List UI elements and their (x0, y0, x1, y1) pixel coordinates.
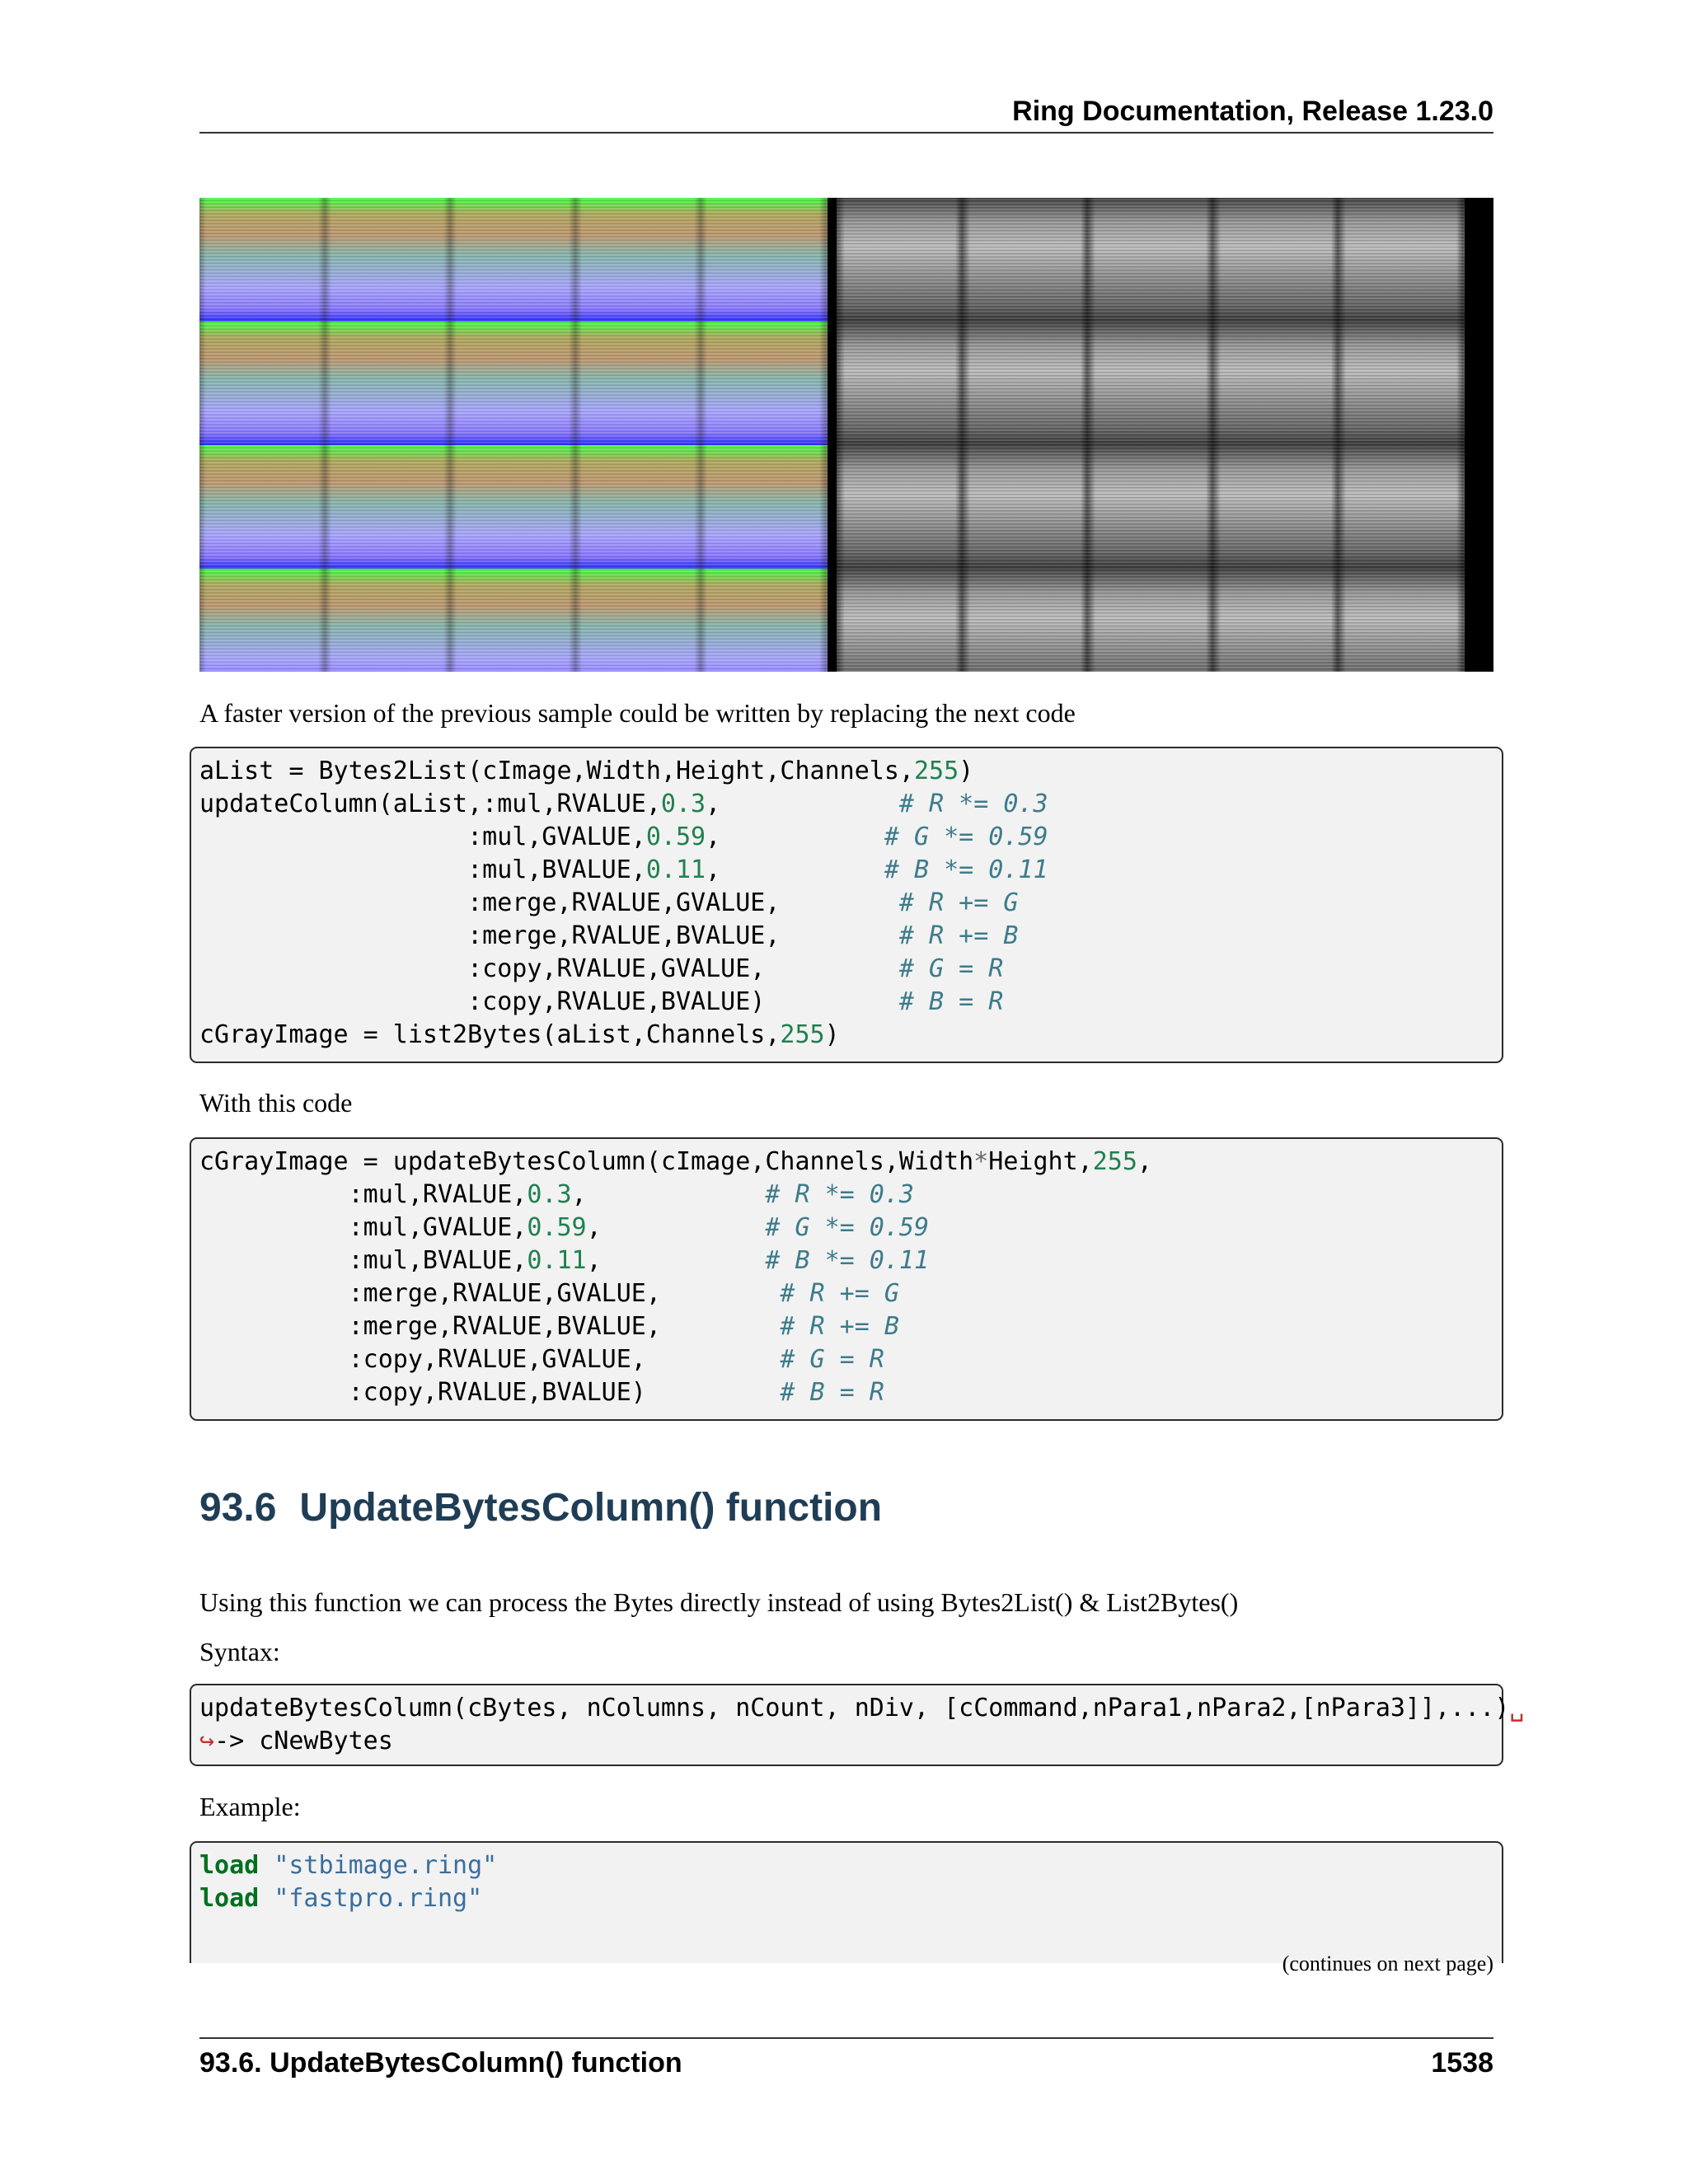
code-line: load "stbimage.ring" (199, 1851, 498, 1880)
image-border (1465, 198, 1493, 672)
code-line: :copy,RVALUE,BVALUE) # B = R (199, 987, 1004, 1016)
code-line: :merge,RVALUE,GVALUE, # R += G (199, 1279, 899, 1308)
code-line: :copy,RVALUE,BVALUE) # B = R (199, 1378, 884, 1407)
code-line: :mul,RVALUE,0.3, # R *= 0.3 (199, 1180, 914, 1209)
code-line: load "fastpro.ring" (199, 1884, 483, 1913)
code-line: aList = Bytes2List(cImage,Width,Height,Channels,255) (199, 757, 974, 785)
code-line: updateColumn(aList,:mul,RVALUE,0.3, # R *= 0.3 (199, 790, 1048, 818)
code-line: cGrayImage = list2Bytes(aList,Channels,255) (199, 1020, 840, 1049)
code-block-example (190, 1841, 1503, 1963)
code-block-bytes2list (190, 747, 1503, 1063)
page-number: 1538 (1431, 2047, 1493, 2079)
code-line: :mul,GVALUE,0.59, # G *= 0.59 (199, 1213, 930, 1242)
section-heading (199, 1483, 882, 1533)
code-block-updatebytescolumn (190, 1137, 1503, 1421)
code-line: :mul,BVALUE,0.11, # B *= 0.11 (199, 1246, 930, 1275)
page-header (199, 91, 1493, 134)
code-block-syntax (190, 1684, 1525, 1766)
grayscale-image-panel (837, 198, 1465, 672)
section-number: 93.6 (199, 1486, 277, 1530)
color-image-panel (199, 198, 828, 672)
paragraph-with-code: With this code (199, 1088, 353, 1118)
code-line: :copy,RVALUE,GVALUE, # G = R (199, 954, 1004, 983)
paragraph-syntax: Syntax: (199, 1637, 280, 1666)
code-line: :merge,RVALUE,BVALUE, # R += B (199, 1312, 899, 1341)
header-title: Ring Documentation, Release 1.23.0 (1012, 96, 1493, 127)
code-line: cGrayImage = updateBytesColumn(cImage,Channels,Width*Height,255, (199, 1147, 1152, 1176)
paragraph-example: Example: (199, 1792, 301, 1821)
code-line: :merge,RVALUE,GVALUE, # R += G (199, 888, 1019, 917)
code-line: :mul,GVALUE,0.59, # G *= 0.59 (199, 823, 1048, 851)
code-line: :merge,RVALUE,BVALUE, # R += B (199, 921, 1019, 950)
code-line: :mul,BVALUE,0.11, # B *= 0.11 (199, 855, 1048, 884)
code-line: ↪-> cNewBytes (199, 1727, 393, 1755)
grayscale-comparison-image (199, 198, 1493, 672)
paragraph-faster: A faster version of the previous sample could be written by replacing the next code (199, 698, 1076, 728)
section-title-text: UpdateBytesColumn() function (299, 1486, 883, 1530)
code-line: :copy,RVALUE,GVALUE, # G = R (199, 1345, 884, 1374)
code-line: updateBytesColumn(cBytes, nColumns, nCount, nDiv, [cCommand,nPara1,nPara2,[nPara3]],...)␣ (199, 1694, 1525, 1722)
footer-section: 93.6. UpdateBytesColumn() function (199, 2047, 682, 2079)
paragraph-using: Using this function we can process the Bytes directly instead of using Bytes2List() & List2Bytes() (199, 1587, 1239, 1617)
continues-note: (continues on next page) (1282, 1952, 1493, 1975)
page-footer (199, 2037, 1493, 2088)
